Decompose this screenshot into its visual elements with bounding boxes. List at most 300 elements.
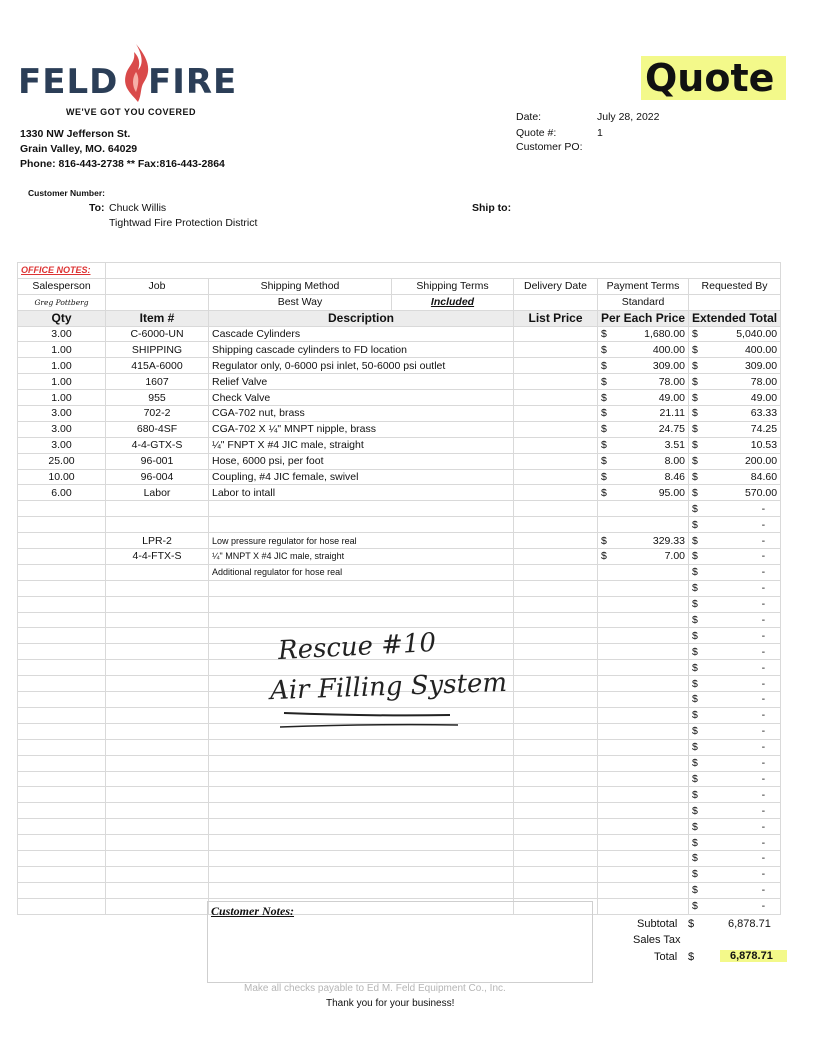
- col-item: Item #: [106, 310, 209, 326]
- description-cell: [209, 596, 514, 612]
- each-price-amount: 309.00: [652, 359, 685, 372]
- qty-cell: [18, 517, 106, 533]
- line-item-row: [18, 342, 781, 358]
- address-line-1: 1330 NW Jefferson St.: [20, 128, 131, 140]
- extended-total-wrap: [692, 678, 777, 690]
- terms-header: Salesperson: [18, 278, 106, 294]
- line-item-row: [18, 374, 781, 390]
- item-number-cell: [106, 517, 209, 533]
- list-price-cell: [514, 882, 598, 898]
- extended-total-amount: 309.00: [744, 359, 778, 372]
- line-item-row: [18, 549, 781, 565]
- item-number-cell: 1607: [106, 374, 209, 390]
- office-notes-label: OFFICE NOTES:: [18, 263, 106, 279]
- description-cell: [209, 580, 514, 596]
- extended-total: [689, 406, 781, 422]
- currency-sign: $: [692, 868, 698, 881]
- subtotal-currency: $: [688, 918, 695, 930]
- list-price-cell: [514, 676, 598, 692]
- salesperson-value: Greg Pottberg: [18, 294, 106, 310]
- item-number-cell: [106, 882, 209, 898]
- description-cell: [209, 835, 514, 851]
- to-label: To:: [89, 202, 105, 214]
- list-price-cell: [514, 533, 598, 549]
- customer-notes-box: [207, 901, 593, 983]
- extended-total-amount: 84.60: [750, 471, 778, 484]
- currency-sign: $: [692, 661, 698, 674]
- item-number-cell: [106, 898, 209, 914]
- extended-total-wrap: [692, 535, 777, 547]
- each-price-amount: 1,680.00: [644, 328, 685, 340]
- qty-cell: [18, 707, 106, 723]
- item-number-cell: [106, 755, 209, 771]
- currency-sign: $: [692, 852, 698, 865]
- description-cell: Hose, 6000 psi, per foot: [209, 453, 514, 469]
- extended-total-amount: 63.33: [750, 407, 778, 420]
- currency-sign: $: [601, 423, 607, 436]
- currency-sign: $: [601, 328, 607, 340]
- extended-total-amount: -: [761, 582, 766, 595]
- qty-cell: 6.00: [18, 485, 106, 501]
- extended-total-amount: -: [761, 725, 766, 738]
- extended-total-amount: -: [761, 757, 766, 770]
- col-extended-total: Extended Total: [689, 310, 781, 326]
- line-item-row: [18, 358, 781, 374]
- subtotal-value: 6,878.71: [728, 918, 771, 930]
- each-price: [598, 850, 689, 866]
- currency-sign: $: [692, 423, 698, 436]
- list-price-cell: [514, 628, 598, 644]
- extended-total-amount: 10.53: [750, 439, 778, 452]
- currency-sign: $: [692, 629, 698, 642]
- customer-name: Chuck Willis: [109, 202, 167, 214]
- line-item-row: [18, 421, 781, 437]
- extended-total-amount: -: [761, 629, 766, 642]
- extended-total: [689, 485, 781, 501]
- description-cell: [209, 755, 514, 771]
- extended-total: [689, 628, 781, 644]
- currency-sign: $: [692, 709, 698, 722]
- currency-sign: $: [692, 804, 698, 817]
- line-item-row: [18, 866, 781, 882]
- currency-sign: $: [692, 598, 698, 611]
- qty-cell: 1.00: [18, 358, 106, 374]
- qty-cell: [18, 819, 106, 835]
- each-price: [598, 501, 689, 517]
- extended-total: [689, 644, 781, 660]
- description-cell: Relief Valve: [209, 374, 514, 390]
- extended-total: [689, 533, 781, 549]
- extended-total-wrap: [692, 550, 777, 562]
- description-cell: Low pressure regulator for hose real: [209, 533, 514, 549]
- each-price-amount: 400.00: [652, 343, 685, 356]
- extended-total-amount: -: [761, 788, 766, 801]
- extended-total: [689, 549, 781, 565]
- list-price-cell: [514, 469, 598, 485]
- terms-value-row: [18, 294, 781, 310]
- item-number-cell: [106, 501, 209, 517]
- list-price-cell: [514, 755, 598, 771]
- extended-total-wrap: [692, 407, 777, 419]
- item-number-cell: 955: [106, 390, 209, 406]
- each-price-wrap: [601, 328, 685, 340]
- extended-total-wrap: [692, 487, 777, 499]
- col-list-price: List Price: [514, 310, 598, 326]
- extended-total-wrap: [692, 884, 777, 896]
- line-item-row: [18, 580, 781, 596]
- extended-total-wrap: [692, 360, 777, 372]
- extended-total-wrap: [692, 805, 777, 817]
- col-description: Description: [209, 310, 514, 326]
- extended-total: [689, 374, 781, 390]
- qty-cell: [18, 787, 106, 803]
- extended-total-wrap: [692, 614, 777, 626]
- each-price: [598, 835, 689, 851]
- list-price-cell: [514, 850, 598, 866]
- column-header-row: [18, 310, 781, 326]
- qty-cell: [18, 882, 106, 898]
- extended-total-amount: -: [761, 534, 766, 547]
- list-price-cell: [514, 564, 598, 580]
- extended-total-wrap: [692, 837, 777, 849]
- item-number-cell: 702-2: [106, 406, 209, 422]
- each-price-wrap: [601, 344, 685, 356]
- extended-total: [689, 390, 781, 406]
- extended-total-wrap: [692, 392, 777, 404]
- list-price-cell: [514, 485, 598, 501]
- customer-number-label: Customer Number:: [28, 188, 105, 198]
- extended-total-wrap: [692, 471, 777, 483]
- qty-cell: [18, 898, 106, 914]
- list-price-cell: [514, 326, 598, 342]
- extended-total-amount: -: [761, 820, 766, 833]
- currency-sign: $: [692, 471, 698, 484]
- each-price: [598, 787, 689, 803]
- item-number-cell: [106, 803, 209, 819]
- extended-total: [689, 707, 781, 723]
- description-cell: [209, 501, 514, 517]
- currency-sign: $: [601, 343, 607, 356]
- currency-sign: $: [601, 391, 607, 404]
- item-number-cell: [106, 644, 209, 660]
- extended-total-amount: -: [761, 836, 766, 849]
- list-price-cell: [514, 437, 598, 453]
- each-price: [598, 485, 689, 501]
- address-line-2: Grain Valley, MO. 64029: [20, 143, 138, 155]
- extended-total-wrap: [692, 646, 777, 658]
- line-item-row: [18, 390, 781, 406]
- each-price-wrap: [601, 535, 685, 547]
- subtotal-label: Subtotal: [637, 918, 678, 930]
- qty-cell: [18, 549, 106, 565]
- description-cell: [209, 739, 514, 755]
- each-price: [598, 580, 689, 596]
- each-price-amount: 78.00: [658, 375, 685, 388]
- extended-total-amount: -: [761, 661, 766, 674]
- line-item-row: [18, 835, 781, 851]
- currency-sign: $: [601, 455, 607, 468]
- handwritten-note-line-1: Rescue #10: [277, 627, 437, 667]
- extended-total-wrap: [692, 852, 777, 864]
- each-price-amount: 8.00: [664, 455, 685, 468]
- item-number-cell: [106, 564, 209, 580]
- description-cell: [209, 612, 514, 628]
- shipping-method-value: Best Way: [209, 294, 392, 310]
- each-price-amount: 21.11: [659, 407, 685, 420]
- each-price: [598, 898, 689, 914]
- extended-total-wrap: [692, 868, 777, 880]
- each-price: [598, 755, 689, 771]
- each-price: [598, 469, 689, 485]
- terms-header: Job: [106, 278, 209, 294]
- extended-total: [689, 326, 781, 342]
- line-item-row: [18, 406, 781, 422]
- thank-you-note: Thank you for your business!: [326, 998, 455, 1009]
- currency-sign: $: [692, 614, 698, 627]
- each-price: [598, 453, 689, 469]
- requested-by-value: [689, 294, 781, 310]
- qty-cell: [18, 835, 106, 851]
- line-item-row: [18, 517, 781, 533]
- item-number-cell: 680-4SF: [106, 421, 209, 437]
- extended-total: [689, 437, 781, 453]
- item-number-cell: 415A-6000: [106, 358, 209, 374]
- currency-sign: $: [692, 407, 698, 420]
- extended-total: [689, 596, 781, 612]
- extended-total-wrap: [692, 582, 777, 594]
- terms-header-row: [18, 278, 781, 294]
- extended-total-amount: -: [761, 566, 766, 579]
- extended-total-wrap: [692, 503, 777, 515]
- extended-total-amount: -: [761, 804, 766, 817]
- item-number-cell: [106, 580, 209, 596]
- terms-header: Shipping Terms: [392, 278, 514, 294]
- quote-title: Quote: [641, 56, 786, 100]
- description-cell: [209, 771, 514, 787]
- extended-total: [689, 898, 781, 914]
- customer-po-label: Customer PO:: [516, 141, 583, 153]
- currency-sign: $: [601, 375, 607, 388]
- qty-cell: [18, 628, 106, 644]
- each-price-wrap: [601, 455, 685, 467]
- currency-sign: $: [692, 328, 698, 340]
- qty-cell: [18, 612, 106, 628]
- description-cell: CGA-702 X ¼" MNPT nipple, brass: [209, 421, 514, 437]
- description-cell: [209, 866, 514, 882]
- line-item-row: [18, 787, 781, 803]
- quote-number-value: 1: [597, 127, 603, 139]
- description-cell: Regulator only, 0-6000 psi inlet, 50-6000 psi outlet: [209, 358, 514, 374]
- extended-total: [689, 564, 781, 580]
- list-price-cell: [514, 771, 598, 787]
- line-item-row: [18, 819, 781, 835]
- qty-cell: 1.00: [18, 342, 106, 358]
- extended-total: [689, 819, 781, 835]
- currency-sign: $: [692, 772, 698, 785]
- extended-total: [689, 882, 781, 898]
- each-price: [598, 421, 689, 437]
- total-label: Total: [654, 951, 678, 963]
- col-each-price: Per Each Price: [598, 310, 689, 326]
- line-item-row: [18, 326, 781, 342]
- extended-total: [689, 421, 781, 437]
- each-price-amount: 49.00: [658, 391, 685, 404]
- terms-header: Shipping Method: [209, 278, 392, 294]
- list-price-cell: [514, 692, 598, 708]
- extended-total-wrap: [692, 789, 777, 801]
- list-price-cell: [514, 406, 598, 422]
- qty-cell: [18, 850, 106, 866]
- extended-total-amount: -: [761, 550, 766, 563]
- job-value: [106, 294, 209, 310]
- description-cell: CGA-702 nut, brass: [209, 406, 514, 422]
- item-number-cell: [106, 707, 209, 723]
- extended-total-wrap: [692, 693, 777, 705]
- item-number-cell: 96-004: [106, 469, 209, 485]
- currency-sign: $: [692, 550, 698, 563]
- company-address: [20, 127, 225, 172]
- each-price: [598, 676, 689, 692]
- qty-cell: 10.00: [18, 469, 106, 485]
- qty-cell: [18, 533, 106, 549]
- qty-cell: 3.00: [18, 406, 106, 422]
- extended-total-wrap: [692, 630, 777, 642]
- total-value: 6,878.71: [720, 950, 787, 962]
- description-cell: [209, 819, 514, 835]
- extended-total-amount: -: [761, 884, 766, 897]
- customer-notes-label: Customer Notes:: [211, 904, 295, 918]
- each-price: [598, 517, 689, 533]
- each-price: [598, 358, 689, 374]
- line-item-row: [18, 612, 781, 628]
- qty-cell: [18, 866, 106, 882]
- each-price: [598, 596, 689, 612]
- col-qty: Qty: [18, 310, 106, 326]
- each-price: [598, 771, 689, 787]
- extended-total-amount: 49.00: [750, 391, 778, 404]
- terms-header: Requested By: [689, 278, 781, 294]
- each-price: [598, 326, 689, 342]
- currency-sign: $: [692, 900, 698, 913]
- list-price-cell: [514, 723, 598, 739]
- qty-cell: [18, 723, 106, 739]
- sales-tax-label: Sales Tax: [633, 934, 681, 946]
- extended-total-amount: -: [761, 852, 766, 865]
- currency-sign: $: [692, 677, 698, 690]
- qty-cell: 3.00: [18, 326, 106, 342]
- extended-total-amount: 570.00: [744, 486, 778, 499]
- item-number-cell: [106, 819, 209, 835]
- qty-cell: [18, 564, 106, 580]
- description-cell: Shipping cascade cylinders to FD location: [209, 342, 514, 358]
- list-price-cell: [514, 390, 598, 406]
- description-cell: ¼" MNPT X #4 JIC male, straight: [209, 549, 514, 565]
- qty-cell: 3.00: [18, 437, 106, 453]
- currency-sign: $: [692, 757, 698, 770]
- list-price-cell: [514, 453, 598, 469]
- each-price: [598, 803, 689, 819]
- list-price-cell: [514, 803, 598, 819]
- item-number-cell: 4-4-FTX-S: [106, 549, 209, 565]
- line-item-row: [18, 596, 781, 612]
- each-price: [598, 819, 689, 835]
- description-cell: [209, 803, 514, 819]
- extended-total: [689, 580, 781, 596]
- each-price-wrap: [601, 407, 685, 419]
- each-price: [598, 692, 689, 708]
- currency-sign: $: [692, 788, 698, 801]
- item-number-cell: [106, 787, 209, 803]
- qty-cell: 1.00: [18, 390, 106, 406]
- list-price-cell: [514, 580, 598, 596]
- qty-cell: [18, 644, 106, 660]
- item-number-cell: LPR-2: [106, 533, 209, 549]
- currency-sign: $: [692, 518, 698, 531]
- extended-total: [689, 739, 781, 755]
- list-price-cell: [514, 787, 598, 803]
- extended-total-amount: 74.25: [750, 423, 778, 436]
- each-price-amount: 3.51: [664, 439, 685, 452]
- extended-total: [689, 803, 781, 819]
- item-number-cell: [106, 692, 209, 708]
- date-label: Date:: [516, 111, 542, 123]
- each-price: [598, 723, 689, 739]
- extended-total-amount: -: [761, 772, 766, 785]
- each-price: [598, 628, 689, 644]
- currency-sign: $: [601, 534, 607, 547]
- item-number-cell: [106, 596, 209, 612]
- qty-cell: [18, 596, 106, 612]
- qty-cell: [18, 739, 106, 755]
- currency-sign: $: [692, 836, 698, 849]
- logo-word-feld: FELD: [18, 62, 119, 102]
- currency-sign: $: [692, 455, 698, 468]
- qty-cell: [18, 676, 106, 692]
- currency-sign: $: [692, 343, 698, 356]
- total-currency: $: [688, 951, 695, 963]
- list-price-cell: [514, 596, 598, 612]
- currency-sign: $: [692, 725, 698, 738]
- extended-total-amount: -: [761, 645, 766, 658]
- currency-sign: $: [692, 566, 698, 579]
- logo-word-fire: FIRE: [148, 62, 238, 102]
- customer-org: Tightwad Fire Protection District: [109, 217, 258, 229]
- item-number-cell: [106, 628, 209, 644]
- currency-sign: $: [601, 359, 607, 372]
- each-price: [598, 374, 689, 390]
- quote-table: [17, 262, 781, 915]
- each-price: [598, 882, 689, 898]
- list-price-cell: [514, 835, 598, 851]
- each-price-amount: 8.46: [664, 471, 685, 484]
- each-price-wrap: [601, 392, 685, 404]
- qty-cell: [18, 803, 106, 819]
- terms-header: Delivery Date: [514, 278, 598, 294]
- description-cell: ¼" FNPT X #4 JIC male, straight: [209, 437, 514, 453]
- extended-total: [689, 755, 781, 771]
- extended-total-amount: -: [761, 502, 766, 515]
- each-price: [598, 866, 689, 882]
- currency-sign: $: [692, 359, 698, 372]
- each-price-wrap: [601, 550, 685, 562]
- extended-total-wrap: [692, 662, 777, 674]
- currency-sign: $: [692, 534, 698, 547]
- description-cell: Cascade Cylinders: [209, 326, 514, 342]
- item-number-cell: SHIPPING: [106, 342, 209, 358]
- description-cell: [209, 787, 514, 803]
- description-cell: Additional regulator for hose real: [209, 564, 514, 580]
- each-price-amount: 329.33: [652, 534, 685, 547]
